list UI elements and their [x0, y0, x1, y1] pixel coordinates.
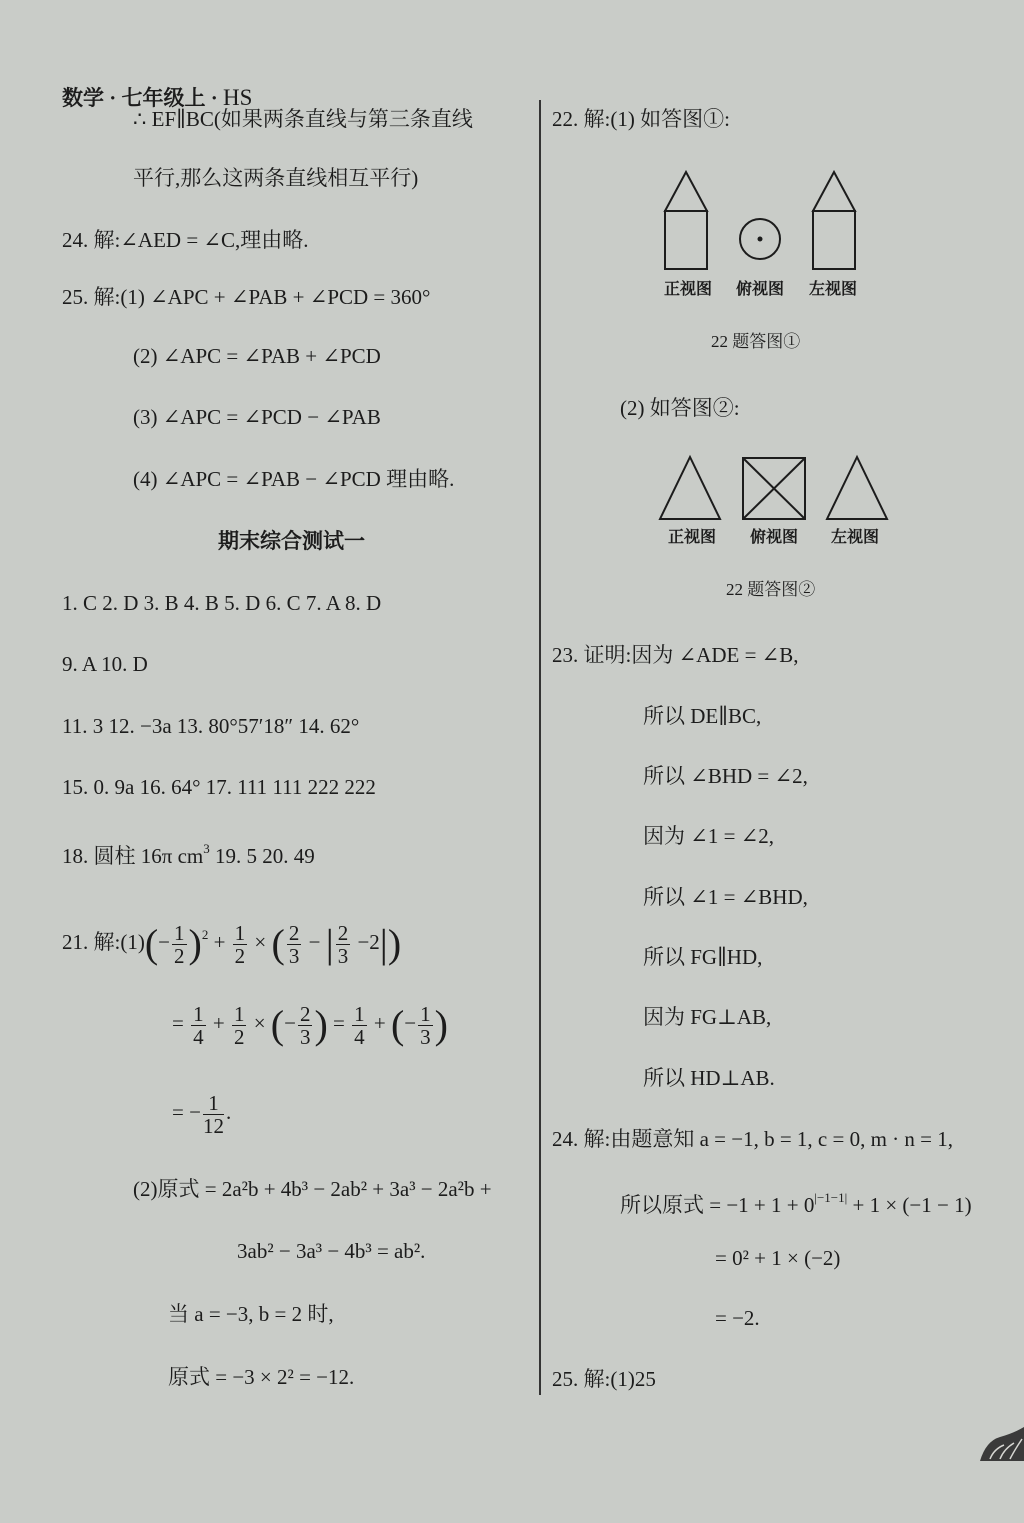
answer-18: 18. 圆柱 16π cm: [62, 844, 204, 868]
answer-23-line-5: 所以 ∠1 = ∠BHD,: [643, 885, 808, 909]
answer-25-4: (4) ∠APC = ∠PAB − ∠PCD 理由略.: [133, 467, 455, 491]
answers-18-20: [62, 836, 315, 869]
answer-22-1: 22. 解:(1) 如答图①:: [552, 107, 730, 131]
answers-9-10: 9. A 10. D: [62, 652, 148, 676]
fig2-front-caption: 正视图: [668, 529, 717, 546]
answer-21-1-expression: 21. 解:(1)(− $\frac{1}{2}$ )$^2$ + $\frac{1}{2}$ × ( $\frac{2}{3}$ − | $\frac{2}{3}$ −2|): [62, 920, 402, 968]
fig2-top-caption: 俯视图: [750, 529, 799, 546]
left-view-cylinder: [813, 211, 855, 269]
front-view-triangle: [660, 457, 720, 519]
header-subject: 数学 · 七年级上 ·: [62, 86, 224, 110]
answer-23-line-7: 因为 FG⊥AB,: [643, 1005, 772, 1029]
answer-21-2-line-2: 3ab² − 3a³ − 4b³ = ab².: [237, 1239, 426, 1263]
proof-line-1: ∴ EF∥BC(如果两条直线与第三条直线: [133, 107, 473, 131]
front-view-cone: [665, 172, 707, 211]
proof-line-2: 平行,那么这两条直线相互平行): [133, 166, 419, 190]
answers-19-20: 19. 5 20. 49: [209, 844, 315, 868]
answer-23-line-3: 所以 ∠BHD = ∠2,: [643, 764, 808, 788]
answer-24: 24. 解:∠AED = ∠C,理由略.: [62, 228, 309, 252]
answer-25-2: (2) ∠APC = ∠PAB + ∠PCD: [133, 344, 381, 368]
column-divider: [539, 100, 541, 1395]
answer-24-line-3: = 0² + 1 × (−2): [715, 1246, 841, 1270]
answer-21-2-line-1: (2)原式 = 2a²b + 4b³ − 2ab² + 3a³ − 2a²b +: [133, 1177, 492, 1201]
answer-23-line-2: 所以 DE∥BC,: [643, 704, 762, 728]
answers-11-14: 11. 3 12. −3a 13. 80°57′18″ 14. 62°: [62, 714, 360, 738]
fig1-title: 22 题答图①: [711, 332, 801, 351]
answer-24-expr-b: + 1 × (−1 − 1): [847, 1193, 972, 1217]
answer-21-1-step: = $\frac{1}{4}$ + $\frac{1}{2}$ × (− $\frac{2}{3}$ ) = $\frac{1}{4}$ + (− $\frac{1}{3}$ ): [172, 1001, 448, 1049]
header-edition: HS: [223, 85, 253, 110]
answer-24-exponent: |−1−1|: [814, 1190, 848, 1205]
fig2-title: 22 题答图②: [726, 580, 816, 599]
answer-25-1: 25. 解:(1) ∠APC + ∠PAB + ∠PCD = 360°: [62, 285, 431, 309]
answer-23-line-6: 所以 FG∥HD,: [643, 945, 763, 969]
answer-21-1-result: = − $\frac{1}{12}$ .: [172, 1090, 232, 1138]
answer-21-2-line-4: 原式 = −3 × 2² = −12.: [168, 1365, 355, 1389]
figure-1-views: [655, 168, 870, 273]
answer-22-2: (2) 如答图②:: [620, 396, 740, 420]
fig1-front-caption: 正视图: [664, 281, 713, 298]
answer-23-line-4: 因为 ∠1 = ∠2,: [643, 824, 775, 848]
cube-exponent: 3: [203, 841, 210, 856]
answer-25-3: (3) ∠APC = ∠PCD − ∠PAB: [133, 405, 381, 429]
answers-1-8: 1. C 2. D 3. B 4. B 5. D 6. C 7. A 8. D: [62, 591, 382, 615]
fig2-left-caption: 左视图: [831, 529, 880, 546]
answer-24-line-4: = −2.: [715, 1306, 760, 1330]
answers-15-17: 15. 0. 9a 16. 64° 17. 111 111 222 222: [62, 775, 376, 799]
top-view-center-dot: [758, 237, 763, 242]
answer-24-line-2: [620, 1185, 972, 1218]
left-view-cone: [813, 172, 855, 211]
section-title: 期末综合测试一: [218, 529, 365, 553]
fig1-left-caption: 左视图: [809, 281, 858, 298]
figure-2-views: [655, 453, 895, 523]
answer-24-expr-a: 所以原式 = −1 + 1 + 0: [620, 1193, 815, 1217]
fig1-top-caption: 俯视图: [736, 281, 785, 298]
answer-23-line-8: 所以 HD⊥AB.: [643, 1066, 775, 1090]
answer-21-label: 21. 解:(1): [62, 930, 145, 954]
answer-21-2-line-3: 当 a = −3, b = 2 时,: [168, 1302, 334, 1326]
corner-ornament-icon: [976, 1423, 1024, 1463]
front-view-cylinder: [665, 211, 707, 269]
answer-25: 25. 解:(1)25: [552, 1367, 656, 1391]
left-view-triangle: [827, 457, 887, 519]
answer-24-line-1: 24. 解:由题意知 a = −1, b = 1, c = 0, m · n = 1,: [552, 1127, 954, 1151]
answer-23-line-1: 23. 证明:因为 ∠ADE = ∠B,: [552, 643, 799, 667]
